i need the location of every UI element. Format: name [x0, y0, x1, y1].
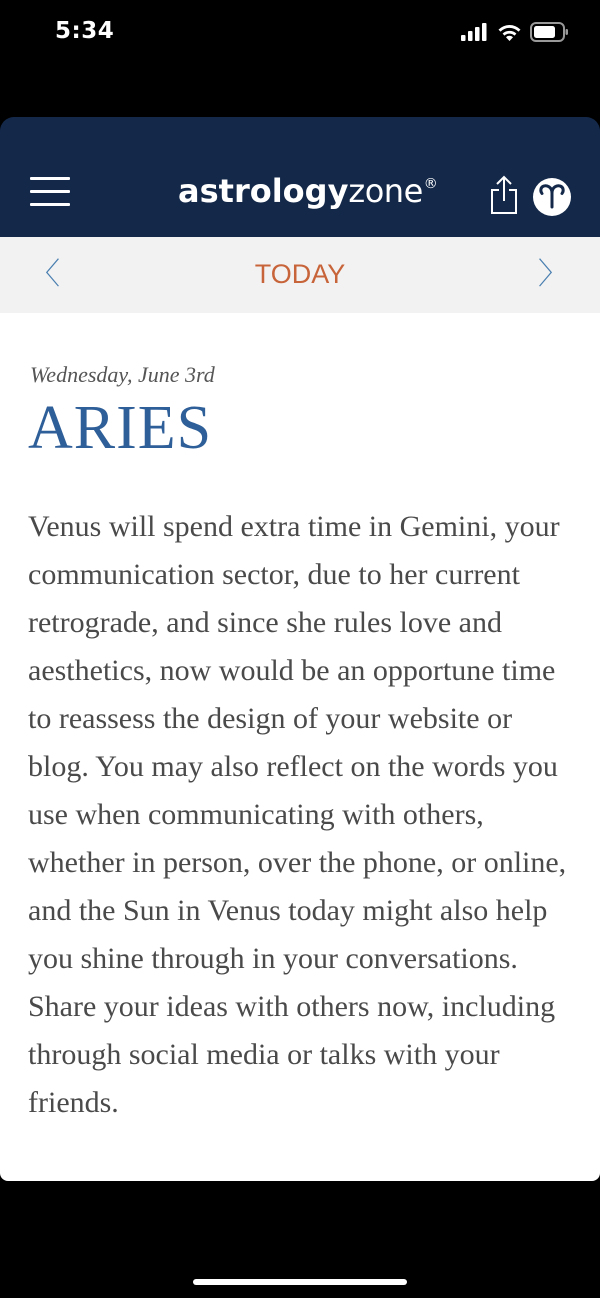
reading-date: Wednesday, June 3rd	[30, 362, 215, 387]
share-icon[interactable]	[490, 175, 518, 215]
aries-sign-icon[interactable]	[533, 178, 571, 216]
cellular-signal-icon	[461, 23, 489, 41]
registered-mark: ®	[423, 176, 438, 192]
status-time: 5:34	[55, 18, 115, 44]
logo-text-light: zone	[348, 172, 423, 210]
previous-day-chevron-icon[interactable]: 〈	[30, 257, 60, 292]
next-day-chevron-icon[interactable]: 〉	[538, 257, 568, 292]
battery-icon	[530, 22, 570, 42]
status-icons	[461, 22, 570, 42]
hamburger-menu-icon[interactable]	[30, 177, 72, 209]
brand-logo	[178, 172, 438, 210]
aries-glyph-icon	[533, 178, 571, 216]
home-indicator[interactable]	[193, 1279, 407, 1285]
day-navigation	[0, 237, 600, 313]
logo-text-bold: astrology	[178, 172, 349, 210]
today-tab[interactable]: TODAY	[254, 259, 346, 289]
wifi-icon	[497, 23, 522, 42]
sign-title: ARIES	[28, 394, 213, 462]
horoscope-text: Venus will spend extra time in Gemini, your communication sector, due to her current retrograde, and since she rules love and aesthetics, now would be an opportune time to reassess the design of your website or blog. You may also reflect on the words you use when communicating with others, whether in person, over the phone, or online, and the Sun in Venus today might also help you shine through in your conversations. Share your ideas with others now, including through social media or talks with your friends.	[28, 510, 567, 1119]
horoscope-content	[0, 313, 600, 1181]
status-bar	[0, 0, 600, 68]
